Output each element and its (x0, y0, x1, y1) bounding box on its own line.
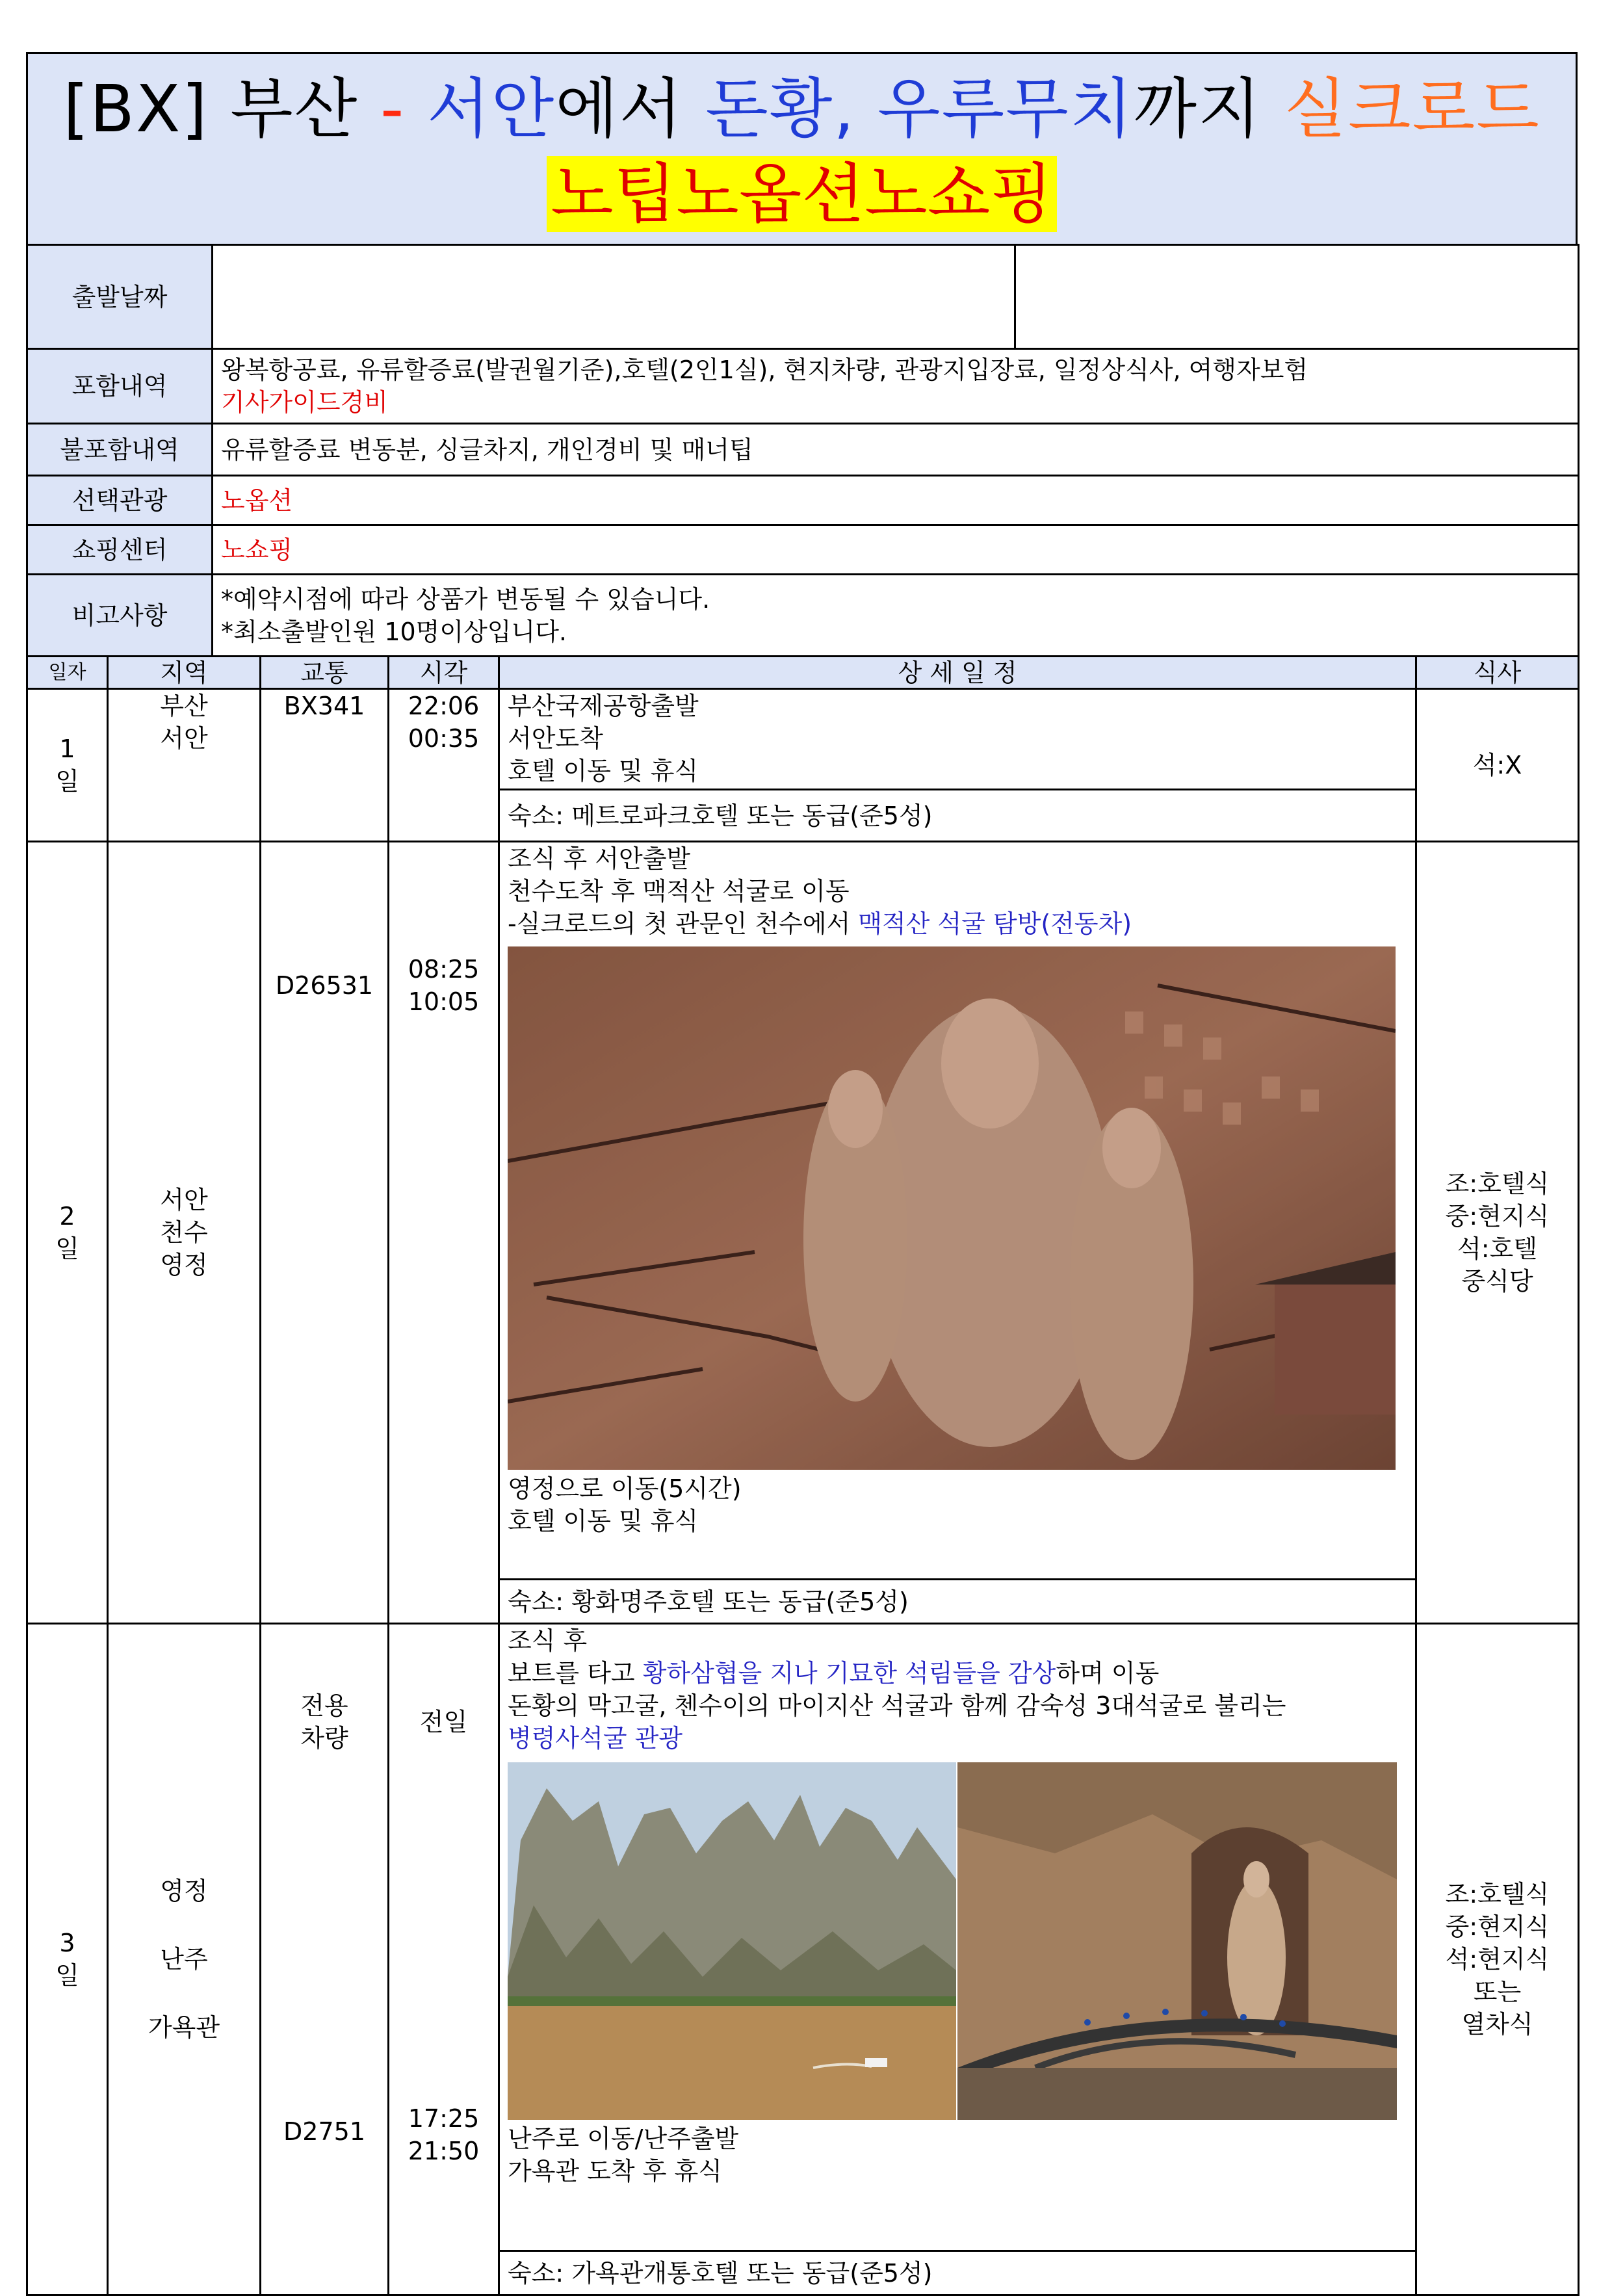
day1-day: 1 일 (27, 689, 108, 842)
title-line1: [BX] 부산 - 서안에서 돈황, 우루무치까지 실크로드 (63, 71, 1540, 147)
day1-hotel: 숙소: 메트로파크호텔 또는 동급(준5성) (499, 790, 1416, 842)
header-time: 시각 (389, 657, 499, 689)
remarks-line1: *예약시점에 따라 상품가 변동될 수 있습니다. (221, 584, 710, 614)
day3-detail: 조식 후 보트를 타고 황하삼협을 지나 기묘한 석림들을 감상하며 이동 돈황의 막고굴, 첸수이의 마이지산 석굴과 함께 감숙성 3대석굴로 불리는 병령사석굴 관광 난주로 이동/난주출발 가욕관 도착 후 휴식 (499, 1624, 1416, 2251)
included-cell (213, 349, 1579, 424)
bingling-temple-photo (957, 1762, 1397, 2120)
title-banner (26, 52, 1578, 246)
shopping-label: 쇼핑센터 (27, 525, 213, 575)
day3-time: 전일 17:25 21:50 (389, 1624, 499, 2295)
included-text: 왕복항공료, 유류할증료(발권월기준),호텔(2인1실), 현지차량, 관광지입장료, 일정상식사, 여행자보험 (221, 356, 1308, 384)
title-line2: 노팁노옵션노쇼핑 (28, 155, 1576, 233)
maijishan-grottoes-photo (508, 946, 1396, 1470)
yellow-river-gorge-photo (508, 1762, 956, 2120)
day3-transport: 전용 차량 D2751 (261, 1624, 389, 2295)
remarks-line2: *최소출발인원 10명이상입니다. (221, 617, 567, 646)
schedule-table (26, 655, 1580, 2296)
optional-text: 노옵션 (213, 476, 1579, 525)
header-meal: 식사 (1416, 657, 1579, 689)
day2-time: 08:25 10:05 (389, 842, 499, 1624)
header-day: 일자 (27, 657, 108, 689)
included-label: 포함내역 (27, 349, 213, 424)
departure-label: 출발날짜 (27, 245, 213, 349)
day1-region: 부산 서안 (108, 689, 261, 842)
remarks-label: 비고사항 (27, 575, 213, 657)
optional-label: 선택관광 (27, 476, 213, 525)
day1-time: 22:06 00:35 (389, 689, 499, 842)
excluded-text: 유류할증료 변동분, 싱글차지, 개인경비 및 매너팁 (213, 424, 1579, 476)
included-extra: 기사가이드경비 (221, 388, 388, 417)
day1-meal: 석:X (1416, 689, 1579, 842)
day2-day: 2 일 (27, 842, 108, 1624)
info-table (26, 244, 1580, 657)
day3-hotel: 숙소: 가욕관개통호텔 또는 동급(준5성) (499, 2251, 1416, 2295)
day2-region: 서안 천수 영정 (108, 842, 261, 1624)
day2-hotel: 숙소: 황화명주호텔 또는 동급(준5성) (499, 1580, 1416, 1624)
departure-value-2 (1015, 245, 1579, 349)
header-region: 지역 (108, 657, 261, 689)
day3-region: 영정 난주 가욕관 (108, 1624, 261, 2295)
day2-transport: D26531 (261, 842, 389, 1624)
day1-transport: BX341 (261, 689, 389, 842)
day2-detail: 조식 후 서안출발 천수도착 후 맥적산 석굴로 이동 -실크로드의 첫 관문인 천수에서 맥적산 석굴 탐방(전동차) 영정으로 이동(5시간) 호텔 이동 및 휴식 (499, 842, 1416, 1580)
day2-meal: 조:호텔식 중:현지식 석:호텔 중식당 (1416, 842, 1579, 1624)
day3-meal: 조:호텔식 중:현지식 석:현지식 또는 열차식 (1416, 1624, 1579, 2295)
header-transport: 교통 (261, 657, 389, 689)
day1-detail: 부산국제공항출발 서안도착 호텔 이동 및 휴식 (499, 689, 1416, 790)
shopping-text: 노쇼핑 (213, 525, 1579, 575)
excluded-label: 불포함내역 (27, 424, 213, 476)
remarks-cell (213, 575, 1579, 657)
itinerary-sheet (26, 52, 1578, 2296)
departure-value (213, 245, 1015, 349)
header-detail: 상 세 일 정 (499, 657, 1416, 689)
day3-day: 3 일 (27, 1624, 108, 2295)
